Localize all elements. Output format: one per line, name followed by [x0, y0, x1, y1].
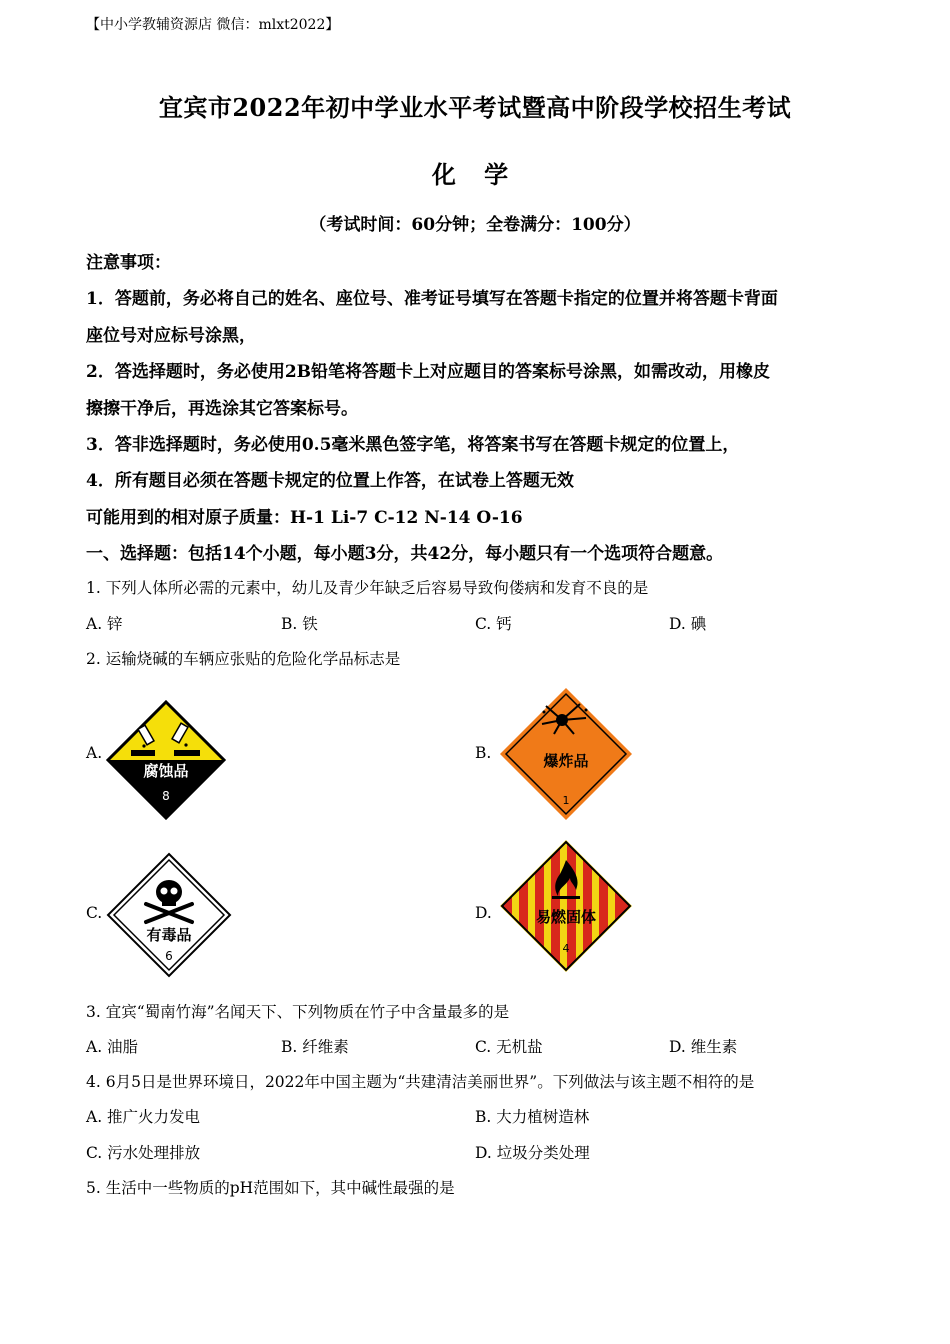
q1-option-d: D. 碘: [669, 615, 707, 633]
q2-option-b-label: B.: [475, 744, 492, 762]
notice-line: 座位号对应标号涂黑，: [86, 326, 256, 346]
header-note: 【中小学教辅资源店 微信：mlxt2022】: [86, 17, 340, 33]
notice-line: 4．所有题目必须在答题卡规定的位置上作答，在试卷上答题无效: [86, 471, 574, 491]
question-5-stem: 5. 生活中一些物质的pH范围如下，其中碱性最强的是: [86, 1179, 455, 1197]
flame-icon: [498, 838, 634, 974]
q4-option-c: C. 污水处理排放: [86, 1144, 201, 1162]
q1-option-a: A. 锌: [86, 615, 123, 633]
subject-title: 化 学: [431, 160, 519, 189]
toxic-sign-text: 有毒品: [146, 926, 192, 944]
explosive-sign-text: 爆炸品: [543, 752, 589, 770]
q1-option-c: C. 钙: [475, 615, 512, 633]
question-1-stem: 1. 下列人体所必需的元素中，幼儿及青少年缺乏后容易导致佝偻病和发育不良的是: [86, 579, 649, 597]
flammable-sign-text: 易燃固体: [535, 908, 597, 926]
exam-info: （考试时间：60分钟；全卷满分：100分）: [309, 215, 641, 235]
notice-line: 2．答选择题时，务必使用2B铅笔将答题卡上对应题目的答案标号涂黑，如需改动，用橡皮: [86, 362, 771, 382]
notice-heading: 注意事项：: [86, 253, 171, 273]
q2-option-a-label: A.: [86, 744, 103, 762]
skull-icon: [106, 852, 232, 978]
explosive-icon: [498, 686, 634, 822]
explosive-sign: [498, 686, 634, 822]
q3-option-c: C. 无机盐: [475, 1038, 543, 1056]
question-4-stem: 4. 6月5日是世界环境日，2022年中国主题为“共建清洁美丽世界”。下列做法与该主题不相符的是: [86, 1073, 755, 1091]
q2-option-d-label: D.: [475, 904, 492, 922]
flammable-sign-number: 4: [562, 942, 570, 955]
q3-option-a: A. 油脂: [86, 1038, 139, 1056]
q3-option-b: B. 纤维素: [281, 1038, 349, 1056]
corrosive-sign-text: 腐蚀品: [143, 762, 189, 780]
q4-option-b: B. 大力植树造林: [475, 1108, 590, 1126]
corrosive-icon: [106, 700, 226, 820]
q1-option-b: B. 铁: [281, 615, 318, 633]
toxic-sign: [106, 852, 232, 978]
question-2-stem: 2. 运输烧碱的车辆应张贴的危险化学品标志是: [86, 650, 401, 668]
q3-option-d: D. 维生素: [669, 1038, 738, 1056]
q4-option-a: A. 推广火力发电: [86, 1108, 201, 1126]
question-3-stem: 3. 宜宾“蜀南竹海”名闻天下、下列物质在竹子中含量最多的是: [86, 1003, 510, 1021]
corrosive-sign-number: 8: [162, 789, 170, 803]
notice-line: 1．答题前，务必将自己的姓名、座位号、准考证号填写在答题卡指定的位置并将答题卡背面: [86, 289, 778, 309]
flammable-solid-sign: [498, 838, 634, 974]
q2-option-c-label: C.: [86, 904, 103, 922]
section-heading: 一、选择题：包括14个小题，每小题3分，共42分，每小题只有一个选项符合题意。: [86, 544, 724, 564]
atomic-masses: 可能用到的相对原子质量：H-1 Li-7 C-12 N-14 O-16: [86, 508, 523, 528]
explosive-sign-number: 1: [562, 794, 570, 807]
notice-line: 3．答非选择题时，务必使用0.5毫米黑色签字笔，将答案书写在答题卡规定的位置上，: [86, 435, 740, 455]
toxic-sign-number: 6: [165, 949, 173, 963]
exam-title: 宜宾市2022年初中学业水平考试暨高中阶段学校招生考试: [158, 93, 792, 122]
notice-line: 擦擦干净后，再选涂其它答案标号。: [86, 399, 358, 419]
corrosive-sign: [106, 700, 226, 820]
q4-option-d: D. 垃圾分类处理: [475, 1144, 590, 1162]
